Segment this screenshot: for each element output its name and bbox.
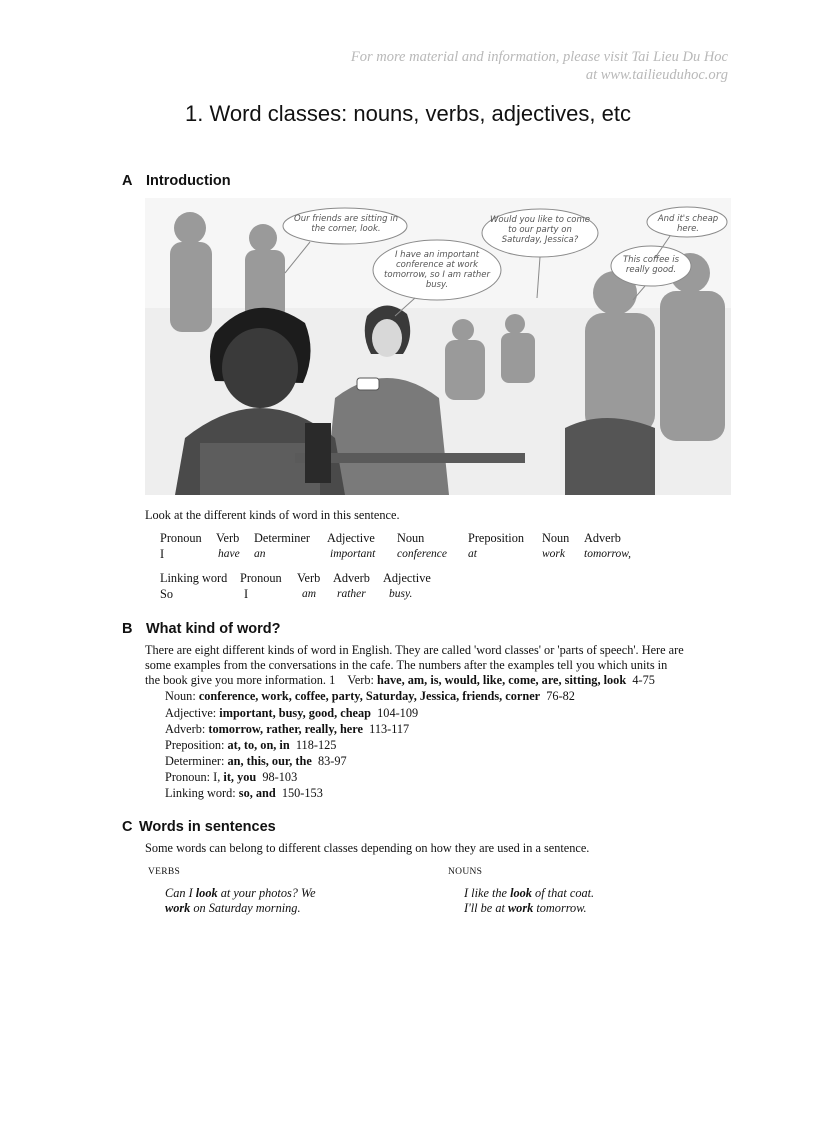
verbs-example-line-1: [165, 886, 425, 901]
watermark-line-1: For more material and information, please visit Tai Lieu Du Hoc: [350, 49, 728, 65]
category-examples: so, and: [238, 786, 276, 800]
category-label: Adjective:: [165, 706, 217, 720]
cafe-scene-drawing: [145, 198, 731, 495]
speech-bubble-1: Our friends are sitting in the corner, look.: [294, 214, 398, 234]
s1-label: Noun: [397, 531, 425, 545]
category-label: Adverb:: [165, 722, 206, 736]
category-label: Pronoun:: [165, 770, 211, 784]
s1-word: tomorrow,: [584, 548, 631, 560]
example-keyword: look: [510, 886, 532, 900]
speech-bubble-3: Would you like to come to our party on Saturday, Jessica?: [490, 215, 590, 245]
s2-word: busy.: [389, 588, 413, 600]
s2-label: Adverb: [333, 571, 370, 585]
s2-label: Linking word: [160, 571, 228, 585]
nouns-example-line-1: [464, 886, 724, 901]
category-units: 76-82: [546, 689, 575, 703]
category-units: 113-117: [369, 722, 410, 736]
section-a-heading: [122, 173, 231, 189]
s1-word: I: [160, 547, 165, 561]
s1-word: work: [542, 548, 565, 560]
verbs-examples: [165, 886, 425, 916]
s2-label: Verb: [297, 571, 321, 585]
s1-word: have: [218, 548, 240, 560]
speech-bubble-5: This coffee is really good.: [622, 255, 680, 275]
section-b-para-line: some examples from the conversations in the cafe. The numbers after the examples tell you which units in: [145, 658, 668, 672]
category-label: Determiner:: [165, 754, 225, 768]
example-text: tomorrow.: [536, 901, 587, 915]
category-row-pronoun: [165, 770, 297, 785]
s1-label: Verb: [216, 531, 240, 545]
example-text: at your photos? We: [220, 886, 316, 900]
category-row-preposition: [165, 738, 336, 753]
s1-label: Adjective: [327, 531, 375, 545]
s2-word: So: [160, 587, 173, 601]
example-text: I like the: [464, 886, 508, 900]
category-examples: important, busy, good, cheap: [219, 706, 371, 720]
nouns-heading: NOUNS: [448, 867, 483, 877]
section-b-paragraph: [145, 643, 745, 688]
category-row-determiner: [165, 754, 347, 769]
verbs-heading: VERBS: [148, 867, 181, 877]
category-label: Noun:: [165, 689, 196, 703]
category-label: Verb:: [347, 673, 374, 687]
category-units: 118-125: [295, 738, 337, 752]
category-units: 4-75: [632, 673, 655, 687]
category-row-noun: [165, 689, 575, 704]
example-text: on Saturday morning.: [193, 901, 301, 915]
s1-word: important: [330, 548, 376, 560]
s1-label: Pronoun: [160, 531, 202, 545]
category-examples: an, this, our, the: [227, 754, 312, 768]
watermark: [208, 48, 728, 84]
category-label: Preposition:: [165, 738, 225, 752]
category-units: 104-109: [377, 706, 419, 720]
category-examples: at, to, on, in: [227, 738, 290, 752]
category-units: 150-153: [281, 786, 323, 800]
s1-label: Preposition: [468, 531, 525, 545]
category-plain: I,: [213, 770, 221, 784]
nouns-example-line-2: [464, 901, 724, 916]
category-examples: tomorrow, rather, really, here: [208, 722, 363, 736]
s1-label: Noun: [542, 531, 570, 545]
section-b-heading: [122, 621, 281, 637]
category-row-adjective: [165, 706, 418, 721]
section-b-para-line-3: [145, 673, 745, 688]
section-c-intro: Some words can belong to different classes depending on how they are used in a sentence.: [145, 841, 590, 855]
speech-bubble-4: And it's cheap here.: [657, 214, 719, 234]
s1-label: Adverb: [584, 531, 621, 545]
category-examples: have, am, is, would, like, come, are, sitting, look: [377, 673, 627, 687]
s2-label: Pronoun: [240, 571, 282, 585]
nouns-examples: [464, 886, 724, 916]
s1-word: an: [254, 548, 266, 560]
s1-label: Determiner: [254, 531, 310, 545]
s2-label: Adjective: [383, 571, 431, 585]
category-label: Linking word:: [165, 786, 236, 800]
section-b-letter: B: [122, 621, 133, 637]
category-row-adverb: [165, 722, 409, 737]
category-examples: conference, work, coffee, party, Saturday, Jessica, friends, corner: [198, 689, 541, 703]
example-keyword: work: [507, 901, 534, 915]
page-title: 1. Word classes: nouns, verbs, adjectives, etc: [185, 101, 631, 126]
s2-word: am: [302, 588, 317, 600]
section-a-intro: Look at the different kinds of word in this sentence.: [145, 508, 400, 522]
s1-word: conference: [397, 548, 448, 560]
speech-bubble-2: I have an important conference at work tomorrow, so I am rather busy.: [384, 250, 490, 290]
category-units: 83-97: [317, 754, 347, 768]
section-a-letter: A: [122, 173, 133, 189]
cafe-illustration: [145, 198, 731, 495]
s1-word: at: [468, 548, 477, 560]
example-keyword: look: [195, 886, 218, 900]
category-examples: it, you: [223, 770, 257, 784]
section-a-title: Introduction: [146, 173, 231, 189]
section-b-para-line: There are eight different kinds of word in English. They are called 'word classes' or 'parts of speech'. Here are: [145, 643, 684, 657]
s2-word: rather: [337, 588, 366, 600]
example-text: I'll be at: [464, 901, 505, 915]
section-c-heading: [122, 819, 276, 835]
section-c-title: Words in sentences: [139, 819, 276, 835]
watermark-line-2: at www.tailieuduhoc.org: [585, 67, 728, 83]
section-c-letter: C: [122, 819, 133, 835]
section-b-title: What kind of word?: [146, 621, 281, 637]
example-keyword: work: [165, 901, 191, 915]
category-units: 98-103: [262, 770, 298, 784]
s2-word: I: [244, 587, 249, 601]
category-row-linking-word: [165, 786, 323, 801]
section-b-para-line: the book give you more information. 1: [145, 673, 336, 687]
example-text: Can I: [165, 886, 193, 900]
verbs-example-line-2: [165, 901, 425, 916]
example-text: of that coat.: [535, 886, 595, 900]
